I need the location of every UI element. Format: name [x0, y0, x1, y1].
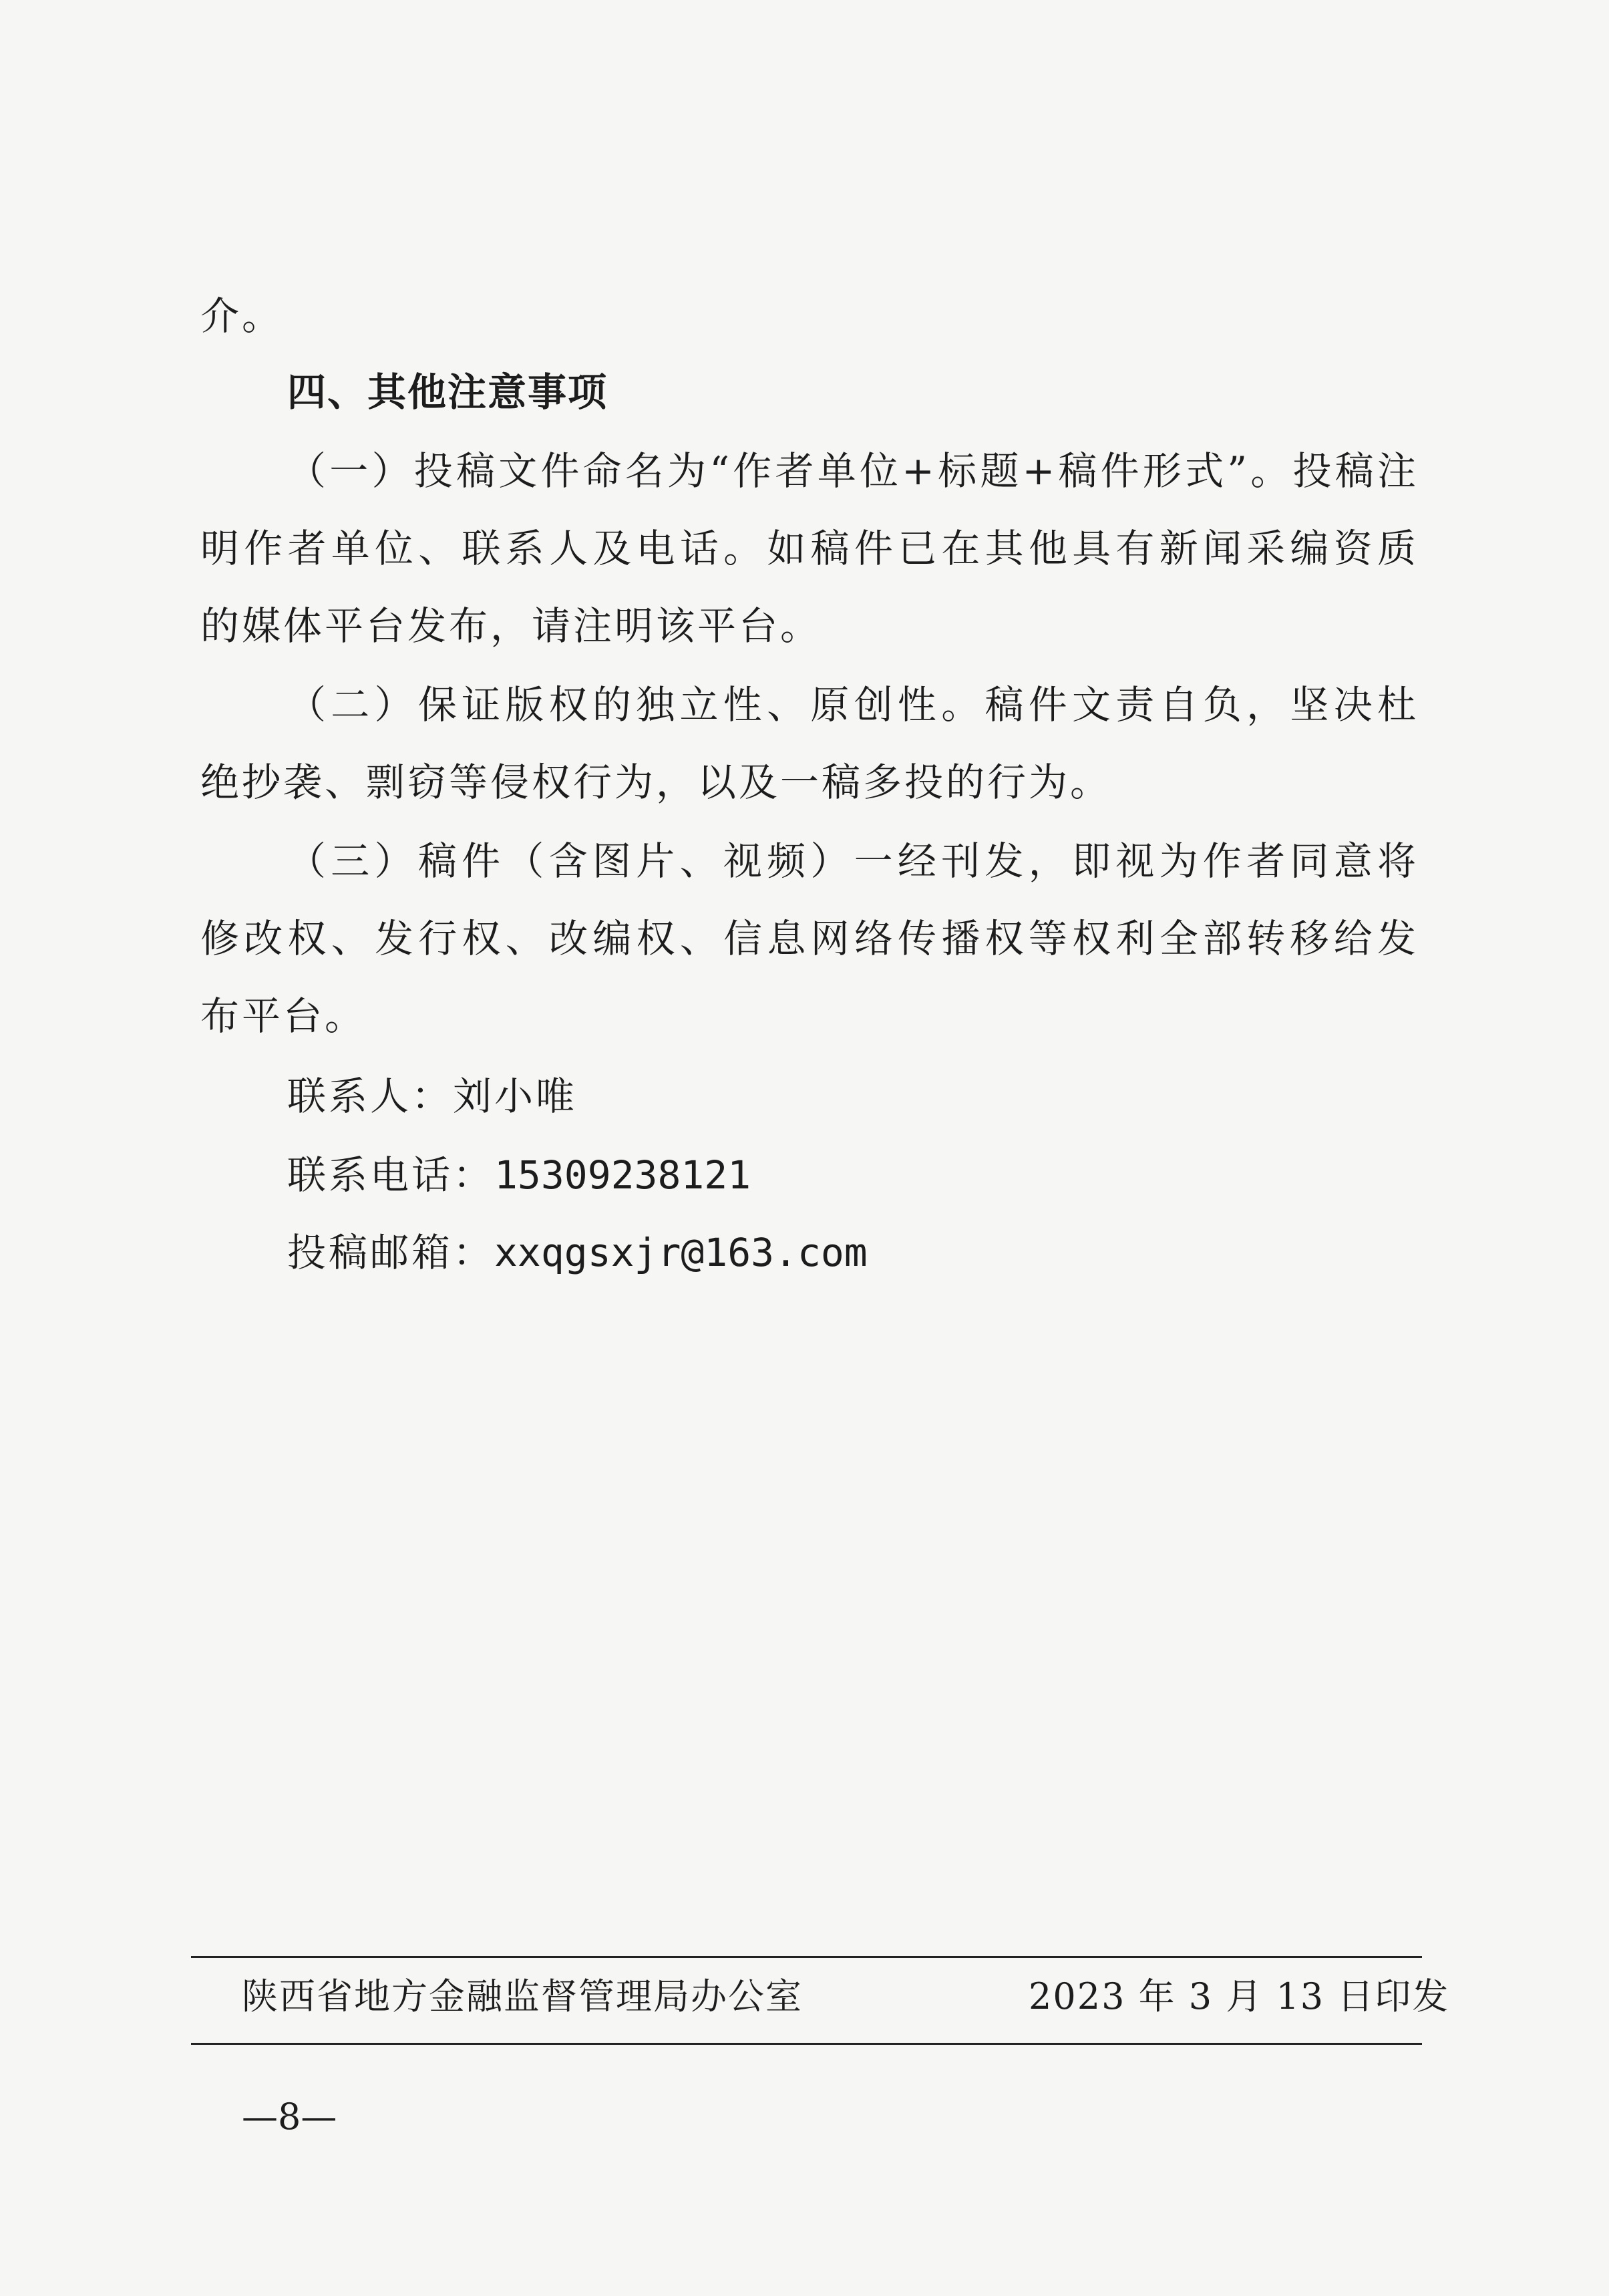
contact-phone-value: 15309238121 — [494, 1152, 751, 1198]
paragraph-3-line-3: 布平台。 — [200, 993, 367, 1039]
paragraph-1-line-2: 明作者单位、联系人及电话。如稿件已在其他具有新闻采编资质 — [200, 526, 1416, 571]
contact-email — [287, 1230, 868, 1275]
paragraph-1-line-3: 的媒体平台发布，请注明该平台。 — [200, 603, 822, 649]
paragraph-1-line-1: （一）投稿文件命名为“作者单位+标题+稿件形式”。投稿注 — [287, 448, 1416, 494]
footer-print-date: 2023 年 3 月 13 日印发 — [1029, 1975, 1450, 2017]
paragraph-3-line-2: 修改权、发行权、改编权、信息网络传播权等权利全部转移给发 — [200, 916, 1416, 961]
contact-person — [287, 1074, 578, 1119]
section-heading: 四、其他注意事项 — [287, 369, 608, 415]
paragraph-2-line-1: （二）保证版权的独立性、原创性。稿件文责自负，坚决杜 — [287, 682, 1416, 727]
contact-phone-label: 联系电话： — [287, 1152, 495, 1198]
contact-email-label: 投稿邮箱： — [287, 1230, 495, 1275]
paragraph-3-line-1: （三）稿件（含图片、视频）一经刊发，即视为作者同意将 — [287, 838, 1416, 884]
page-number: —8— — [242, 2096, 337, 2138]
footer-top-rule — [191, 1956, 1422, 1958]
contact-person-label: 联系人： — [287, 1074, 454, 1119]
paragraph-2-line-2: 绝抄袭、剽窃等侵权行为，以及一稿多投的行为。 — [200, 760, 1112, 805]
footer-issuer: 陕西省地方金融监督管理局办公室 — [242, 1975, 803, 2017]
contact-person-name: 刘小唯 — [453, 1074, 578, 1119]
contact-phone — [287, 1152, 751, 1198]
contact-email-value: xxqgsxjr@163.com — [494, 1230, 868, 1275]
continuation-text: 介。 — [200, 293, 284, 339]
footer-bottom-rule — [191, 2043, 1422, 2045]
